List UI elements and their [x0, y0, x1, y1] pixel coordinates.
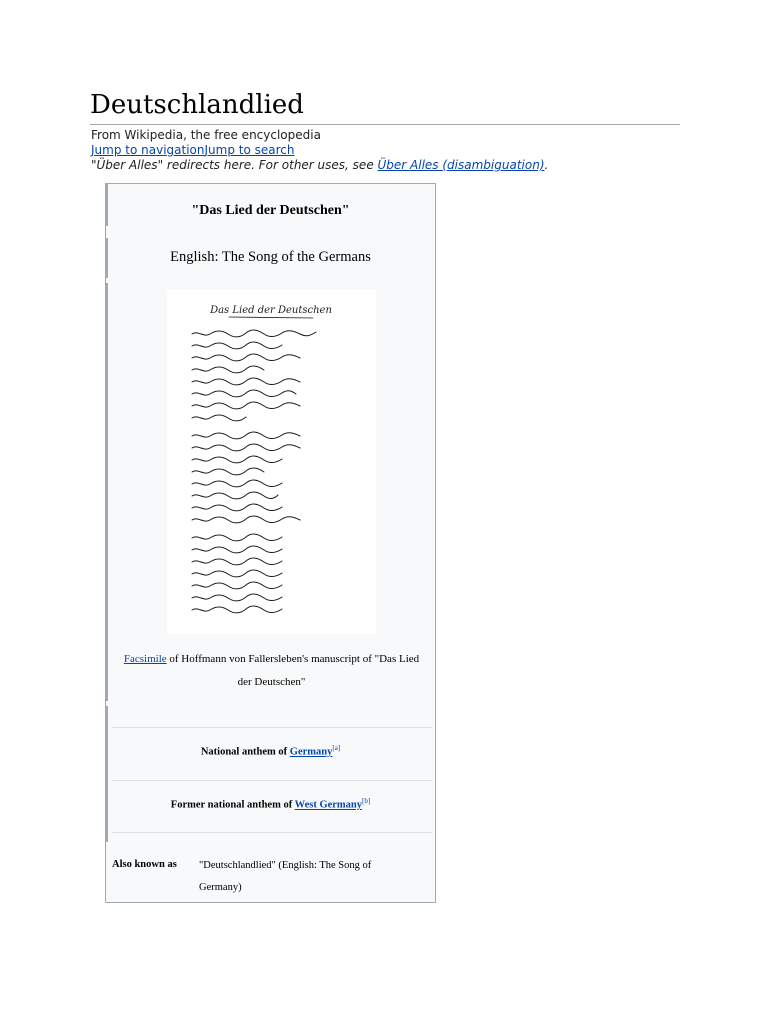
hatnote-period: .: [544, 158, 549, 172]
disambiguation-link[interactable]: Über Alles (disambiguation): [377, 158, 545, 172]
row-divider: [112, 727, 432, 728]
infobox-subtitle: English: The Song of the Germans: [170, 249, 371, 265]
row-divider: [112, 780, 432, 781]
page-title: Deutschlandlied: [90, 90, 304, 120]
anthem-label: National anthem of: [200, 746, 290, 758]
west-germany-link[interactable]: West Germany: [294, 799, 363, 811]
row-divider: [112, 832, 432, 833]
manuscript-image[interactable]: [167, 290, 376, 634]
anthem-row-germany: [106, 744, 435, 758]
germany-link[interactable]: Germany: [289, 746, 333, 758]
anthem-row-west-germany: [106, 797, 435, 811]
anthem-label: Former national anthem of: [170, 799, 295, 811]
handwritten-manuscript-image: [167, 290, 376, 634]
site-tagline: From Wikipedia, the free encyclopedia: [91, 128, 321, 142]
infobox-title: "Das Lied der Deutschen": [191, 203, 350, 218]
infobox-left-bar: [106, 706, 108, 842]
hatnote: [91, 158, 548, 172]
jump-to-search-link[interactable]: Jump to search: [204, 143, 295, 157]
caption-text: of Hoffmann von Fallersleben's manuscript of "Das Lied der Deutschen": [166, 653, 420, 688]
footnote-a[interactable]: [a]: [332, 744, 341, 752]
infobox: [105, 183, 436, 903]
also-known-as-label: Also known as: [112, 859, 177, 870]
footnote-b[interactable]: [b]: [362, 797, 371, 805]
hatnote-text: "Über Alles" redirects here. For other uses, see: [91, 158, 378, 172]
title-divider: [90, 124, 680, 125]
jump-to-navigation-link[interactable]: Jump to navigation: [91, 143, 205, 157]
image-caption: [120, 648, 423, 694]
manuscript-heading-text: Das Lied der Deutschen: [210, 305, 332, 316]
also-known-as-value: "Deutschlandlied" (English: The Song of Germany): [199, 860, 372, 893]
facsimile-link[interactable]: Facsimile: [123, 653, 167, 665]
infobox-left-bar: [106, 283, 108, 701]
jump-links: [91, 143, 294, 157]
